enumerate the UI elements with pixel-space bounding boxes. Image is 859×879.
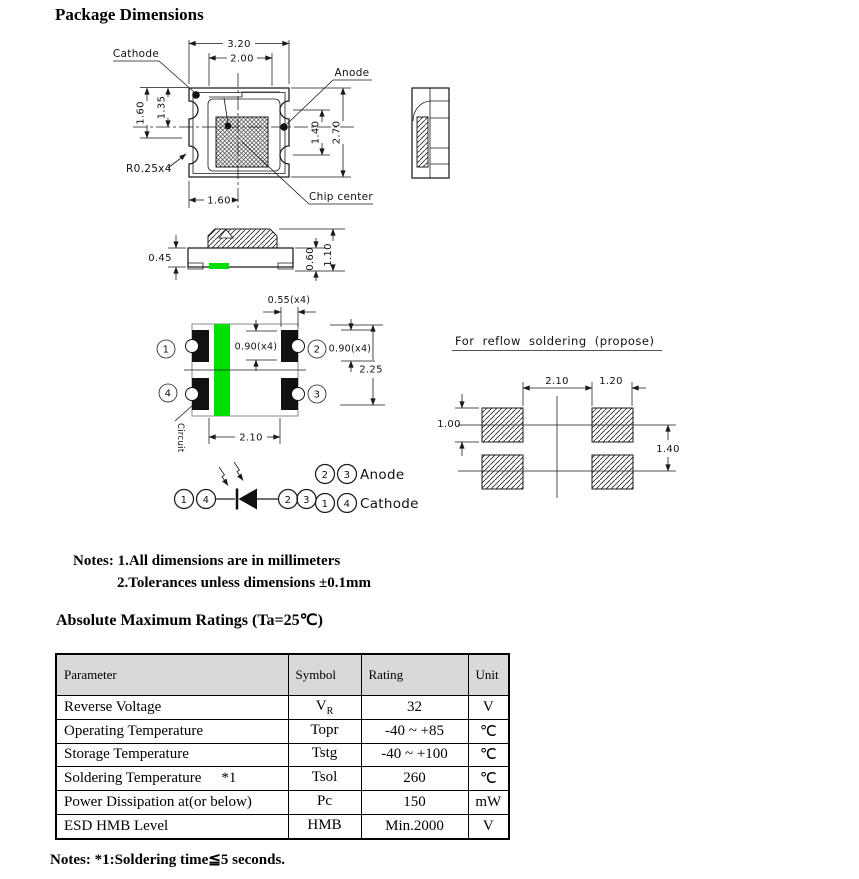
circuit-leader [175,405,193,421]
unit-cell: mW [468,791,509,815]
dim-bottom-width [189,181,239,208]
param-name: Soldering Temperature [64,770,202,787]
rating-cell: Min.2000 [361,814,468,838]
page-title: Package Dimensions [55,5,204,24]
side-dome [208,229,277,248]
bottom-view [157,295,385,453]
dim-2-10-bottom: 2.10 [239,432,263,444]
dim-side-body [148,235,186,280]
table-row [56,791,509,815]
chip-center-label: Chip center [309,191,373,203]
param-name: Operating Temperature [64,722,204,739]
polarity-diagram [175,462,419,513]
light-arrow-2 [234,462,243,481]
col-symbol: Symbol [288,654,361,696]
col-rating: Rating [361,654,468,696]
side-body [188,248,293,267]
dim-1-20: 1.20 [599,376,623,387]
dim-2-70: 2.70 [331,120,343,145]
param-name: ESD HMB Level [64,817,169,834]
dim-right-inner [293,110,330,155]
legend-pin-4: 4 [343,498,351,510]
unit-cell: ℃ [468,767,509,791]
dim-0-90-left: 0.90(x4) [234,341,278,353]
dim-1-60-bottom: 1.60 [207,195,231,207]
polarity-legend [316,465,419,513]
symbol-cell: $V_R$ [288,696,361,720]
table-row [56,767,509,791]
dim-1-40-reflow: 1.40 [656,444,680,455]
dim-left-inner [157,88,169,127]
symbol-cell: Topr [288,719,361,743]
dim-1-35: 1.35 [156,95,168,120]
pin-1: 1 [162,344,170,356]
cathode-legend-label: Cathode [360,496,419,512]
radius-leader [168,154,186,168]
col-parameter: Parameter [56,654,288,696]
ratings-title: Absolute Maximum Ratings (Ta=25℃) [56,612,323,629]
cathode-dot [192,91,200,99]
profile-chip-bar [417,117,428,167]
param-name: Storage Temperature [64,746,189,763]
dim-1-40: 1.40 [310,120,322,145]
reflow-title: For reflow soldering (propose) [455,334,655,348]
dim-reflow-gap [523,376,592,406]
dim-side-base [295,238,345,281]
legend-pin-3: 3 [343,469,351,481]
table-row [56,743,509,767]
param-note-ref: *1 [221,770,237,787]
rating-cell: 32 [361,696,468,720]
dim-3-20: 3.20 [227,39,251,50]
rating-cell: 150 [361,791,468,815]
diode-triangle [239,489,258,510]
dim-2-00: 2.00 [230,53,254,65]
pin-2: 2 [313,344,321,356]
anode-legend-label: Anode [360,467,405,483]
dim-pad-width [263,295,316,327]
side-view [148,229,345,281]
dim-0-60: 0.60 [305,247,316,271]
table-row [56,696,509,720]
legend-pin-2: 2 [321,469,329,481]
pin-4: 4 [164,388,172,400]
unit-cell: V [468,696,509,720]
table-header-row [56,654,509,696]
symbol-cell: Tsol [288,767,361,791]
legend-pin-1: 1 [321,498,329,510]
dim-body-height [330,325,385,405]
param-name: Power Dissipation at(or below) [64,794,252,811]
side-foot-right [278,263,293,269]
table-row [56,719,509,743]
rating-cell: 260 [361,767,468,791]
absolute-maximum-ratings-table [55,653,510,840]
dim-1-10: 1.10 [323,243,334,267]
sym-pin-1: 1 [180,494,188,506]
dim-0-55: 0.55(x4) [267,295,311,306]
table-row [56,814,509,838]
anode-label: Anode [334,67,370,79]
dim-pad-span [209,418,280,444]
side-green-pad [209,263,229,269]
side-foot-left [188,263,203,269]
radius-label: R0.25x4 [126,163,172,175]
param-name: Reverse Voltage [64,698,162,715]
dim-1-00: 1.00 [437,419,461,430]
anode-leader [287,80,372,124]
sym-pin-3: 3 [303,494,310,506]
notes-line-1: Notes: 1.All dimensions are in millimeters [73,553,341,569]
reflow-layout [437,334,679,498]
notes-line-2: 2.Tolerances unless dimensions ±0.1mm [117,575,371,591]
unit-cell: V [468,814,509,838]
bond-dot [225,123,232,130]
unit-cell: ℃ [468,719,509,743]
symbol-cell: Pc [288,791,361,815]
dim-1-60-left: 1.60 [135,101,147,125]
rating-cell: -40 ~ +85 [361,719,468,743]
footnote: Notes: *1:Soldering time≦5 seconds. [50,852,286,868]
sym-pin-2: 2 [284,494,292,506]
dim-inner-width [209,53,272,86]
side-profile-view [412,88,449,178]
dim-reflow-pad-width [599,376,646,406]
circuit-label: Circuit [175,423,185,453]
reflow-pads [482,408,633,489]
dim-0-45: 0.45 [148,253,172,264]
rating-cell: -40 ~ +100 [361,743,468,767]
unit-cell: ℃ [468,743,509,767]
dim-reflow-row-gap [648,425,680,471]
light-arrow-1 [219,467,228,486]
sym-pin-4: 4 [202,494,210,506]
cathode-label: Cathode [112,48,160,60]
top-view [113,39,373,208]
dim-2-25: 2.25 [359,364,383,376]
symbol-cell: Tstg [288,743,361,767]
col-unit: Unit [468,654,509,696]
pin-3: 3 [313,389,321,401]
symbol-cell: HMB [288,814,361,838]
dim-2-10-reflow: 2.10 [545,376,569,387]
dim-0-90-right: 0.90(x4) [328,343,372,355]
